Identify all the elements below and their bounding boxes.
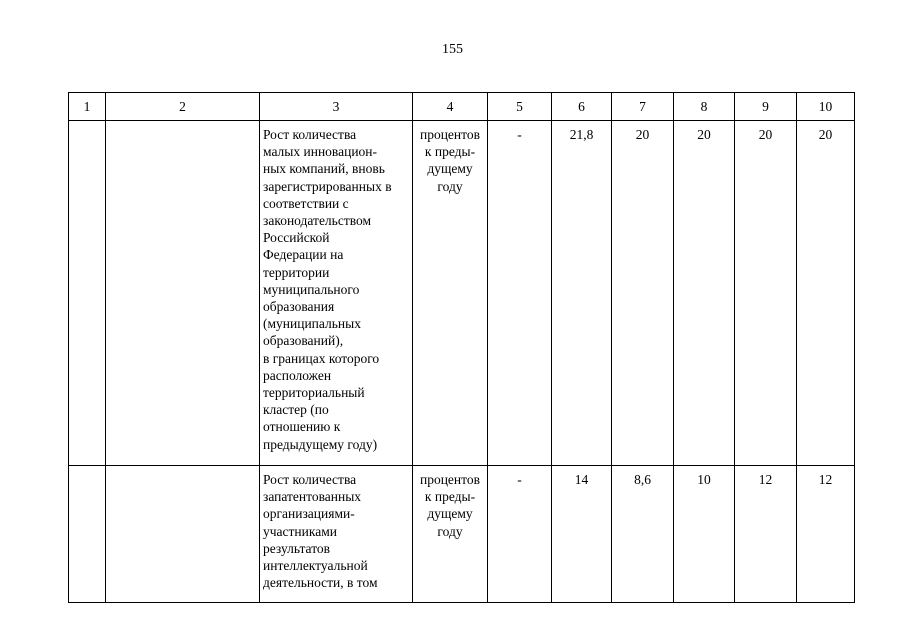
text-line: процентов bbox=[419, 472, 480, 487]
value-cell: 20 bbox=[735, 121, 797, 466]
column-header: 6 bbox=[552, 93, 612, 121]
text-line: процентов bbox=[419, 127, 480, 142]
value-cell: 8,6 bbox=[612, 466, 674, 603]
column-header: 1 bbox=[69, 93, 106, 121]
value-cell: 12 bbox=[735, 466, 797, 603]
text-line: Российской bbox=[263, 230, 330, 246]
value-cell: 21,8 bbox=[552, 121, 612, 466]
text-line: к преды- bbox=[424, 144, 476, 160]
row-number-cell bbox=[69, 121, 106, 466]
empty-cell bbox=[106, 121, 260, 466]
indicators-table bbox=[68, 92, 855, 603]
text-line: деятельности, в том bbox=[263, 575, 378, 591]
column-header: 2 bbox=[106, 93, 260, 121]
text-line: расположен bbox=[263, 367, 332, 383]
text-line: запатентованных bbox=[263, 489, 362, 505]
text-line: Рост количества bbox=[263, 127, 357, 142]
text-line: зарегистрированных в bbox=[263, 178, 392, 194]
column-header: 10 bbox=[797, 93, 855, 121]
column-header: 8 bbox=[674, 93, 735, 121]
text-line: законодательством bbox=[263, 213, 372, 229]
text-line: образований), bbox=[263, 333, 344, 349]
text-line: территории bbox=[263, 264, 330, 280]
text-line: в границах которого bbox=[263, 350, 380, 366]
unit-cell bbox=[413, 466, 488, 603]
value-cell: 14 bbox=[552, 466, 612, 603]
empty-cell bbox=[106, 466, 260, 603]
text-line: муниципального bbox=[263, 281, 360, 297]
table-row bbox=[69, 466, 855, 603]
column-header: 5 bbox=[488, 93, 552, 121]
row-number-cell bbox=[69, 466, 106, 603]
text-line: образования bbox=[263, 299, 335, 315]
column-header: 4 bbox=[413, 93, 488, 121]
value-cell: 20 bbox=[674, 121, 735, 466]
indicator-cell bbox=[260, 121, 413, 466]
text-line: отношению к bbox=[263, 419, 341, 435]
page-number: 155 bbox=[442, 42, 463, 57]
text-line: году bbox=[437, 523, 463, 539]
value-cell: - bbox=[488, 466, 552, 603]
table-row bbox=[69, 121, 855, 466]
text-line: малых инновацион- bbox=[263, 144, 378, 160]
value-cell: 10 bbox=[674, 466, 735, 603]
text-line: интеллектуальной bbox=[263, 558, 368, 574]
text-line: дущему bbox=[427, 161, 473, 177]
text-line: территориальный bbox=[263, 385, 365, 401]
column-header: 3 bbox=[260, 93, 413, 121]
text-line: Федерации на bbox=[263, 247, 344, 263]
text-line: (муниципальных bbox=[263, 316, 361, 332]
text-line: году bbox=[437, 178, 463, 194]
unit-cell bbox=[413, 121, 488, 466]
value-cell: 20 bbox=[612, 121, 674, 466]
column-header: 7 bbox=[612, 93, 674, 121]
text-line: кластер (по bbox=[263, 402, 329, 418]
table-header-row bbox=[69, 93, 855, 121]
column-header: 9 bbox=[735, 93, 797, 121]
value-cell: 20 bbox=[797, 121, 855, 466]
text-line: Рост количества bbox=[263, 472, 357, 487]
indicator-cell bbox=[260, 466, 413, 603]
value-cell: - bbox=[488, 121, 552, 466]
text-line: организациями- bbox=[263, 506, 355, 522]
text-line: к преды- bbox=[424, 489, 476, 505]
text-line: результатов bbox=[263, 540, 331, 556]
text-line: соответствии с bbox=[263, 195, 349, 211]
text-line: ных компаний, вновь bbox=[263, 161, 385, 177]
text-line: участниками bbox=[263, 523, 337, 539]
text-line: предыдущему году) bbox=[263, 436, 378, 452]
value-cell: 12 bbox=[797, 466, 855, 603]
text-line: дущему bbox=[427, 506, 473, 522]
